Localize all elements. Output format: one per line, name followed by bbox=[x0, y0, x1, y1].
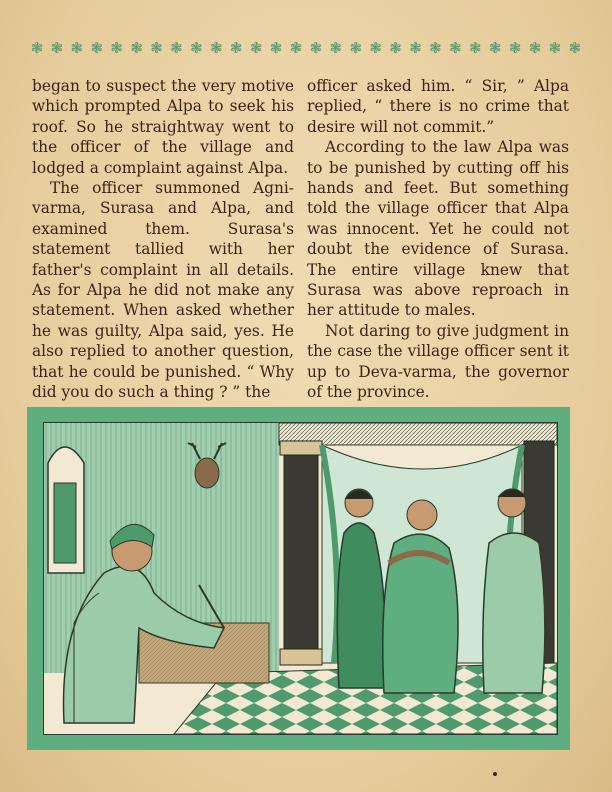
paragraph: The officer summoned Agni-varma, Surasa and Alpa, and examined them. Surasa's statement tallied with her father's complaint in all details. As for Alpa he did not make any statement. When asked whether he was guilty, Alpa said, yes. He also replied to another question, that he could be punished. “ Why did you do such a thing ? ” the bbox=[32, 179, 294, 402]
paragraph: Not daring to give judgment in the case the village officer sent it up to Deva-varma, the governor of the province. bbox=[307, 321, 569, 402]
ornament-flower-icon: ❃ bbox=[389, 39, 402, 57]
ornament-flower-icon: ❃ bbox=[70, 39, 84, 57]
ornament-flower-icon: ❃ bbox=[468, 39, 482, 57]
ornament-flower-icon: ❃ bbox=[329, 39, 343, 57]
ornament-flower-icon: ❃ bbox=[249, 39, 263, 57]
paragraph: officer asked him. “ Sir, ” Alpa replied, “ there is no crime that desire will not commit.” bbox=[307, 77, 569, 136]
page-mark bbox=[493, 772, 497, 776]
ornament-flower-icon: ❃ bbox=[508, 39, 522, 57]
ornament-flower-icon: ❃ bbox=[548, 39, 562, 57]
ornament-flower-icon: ❃ bbox=[170, 39, 183, 57]
ornament-flower-icon: ❃ bbox=[90, 39, 104, 57]
ornament-flower-icon: ❃ bbox=[429, 39, 442, 57]
ornament-flower-icon: ❃ bbox=[449, 39, 462, 57]
ornament-flower-icon: ❃ bbox=[488, 39, 502, 57]
court-scene-illustration bbox=[43, 422, 558, 735]
ornamental-border bbox=[28, 38, 584, 58]
ornament-flower-icon: ❃ bbox=[528, 39, 542, 57]
ornament-flower-icon: ❃ bbox=[409, 39, 422, 57]
text-column-right bbox=[307, 76, 569, 403]
ornament-flower-icon: ❃ bbox=[269, 39, 283, 57]
ornament-flower-icon: ❃ bbox=[50, 39, 64, 57]
ornament-flower-icon: ❃ bbox=[190, 39, 203, 57]
ornament-flower-icon: ❃ bbox=[369, 39, 382, 57]
ornament-flower-icon: ❃ bbox=[568, 39, 582, 57]
paragraph: began to suspect the very motive which prompted Alpa to seek his roof. So he straightway went to the officer of the village and lodged a complaint against Alpa. bbox=[32, 77, 294, 177]
court-scene-drawing bbox=[44, 423, 557, 734]
ornament-flower-icon: ❃ bbox=[150, 39, 163, 57]
ornament-flower-icon: ❃ bbox=[30, 39, 44, 57]
ornament-flower-icon: ❃ bbox=[130, 39, 143, 57]
text-column-left bbox=[32, 76, 294, 403]
ornament-flower-icon: ❃ bbox=[110, 39, 123, 57]
ornament-flower-icon: ❃ bbox=[309, 39, 323, 57]
ornament-flower-icon: ❃ bbox=[289, 39, 303, 57]
ornament-flower-icon: ❃ bbox=[229, 39, 243, 57]
ornament-flower-icon: ❃ bbox=[349, 39, 363, 57]
ornament-flower-icon: ❃ bbox=[210, 39, 223, 57]
paragraph: According to the law Alpa was to be punished by cutting off his hands and feet. But something told the village officer that Alpa was innocent. Yet he could not doubt the evidence of Surasa. The entire village knew that Surasa was above reproach in her attitude to males. bbox=[307, 138, 569, 320]
